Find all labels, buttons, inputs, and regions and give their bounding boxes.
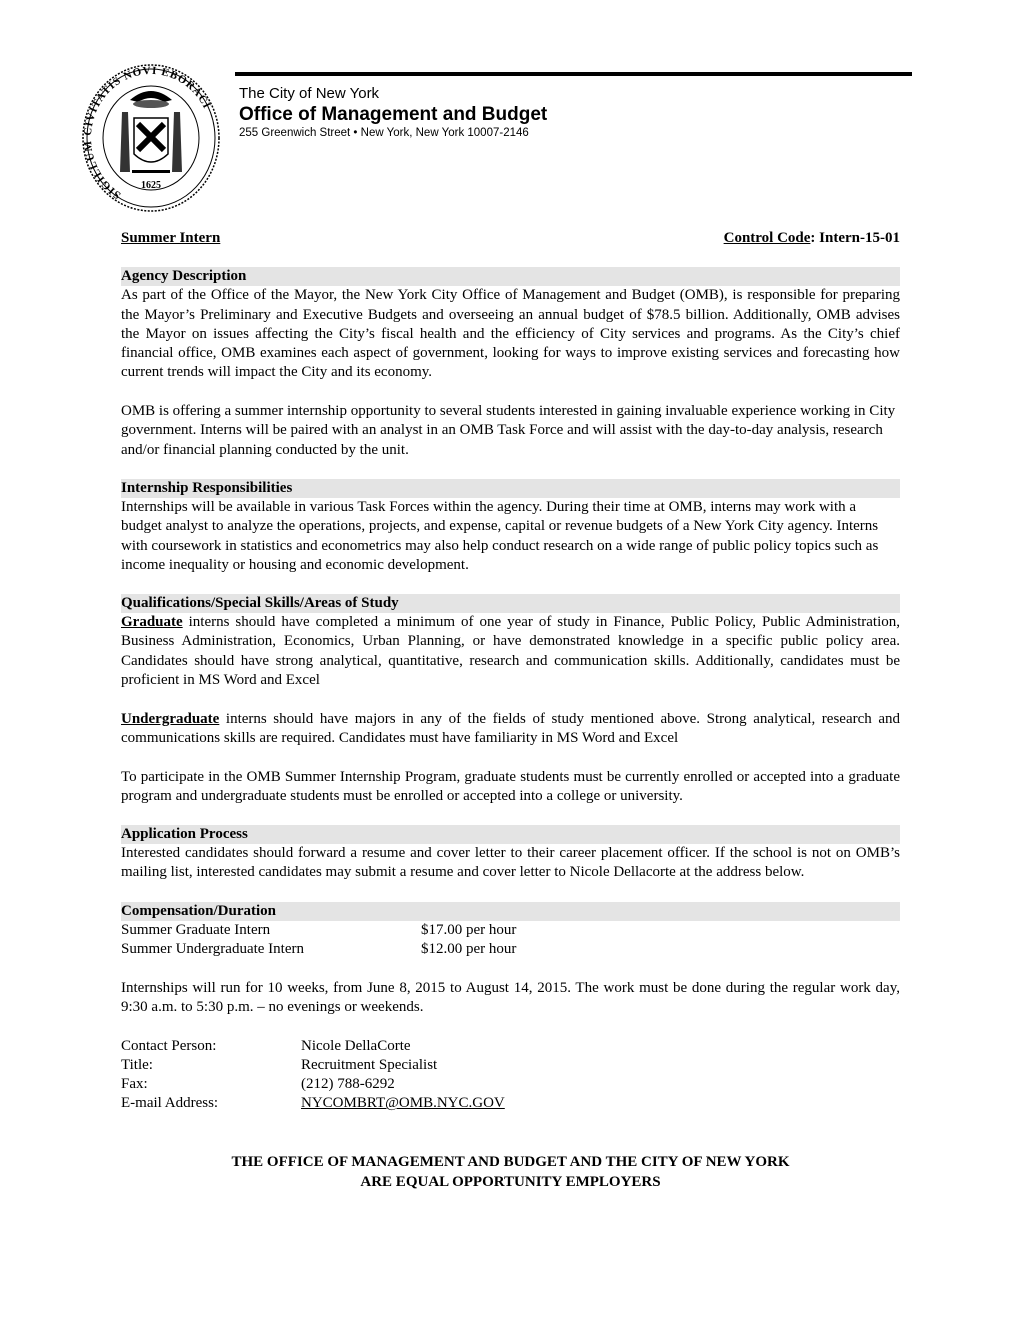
contact-value: (212) 788-6292 [301, 1076, 395, 1093]
letterhead [239, 84, 547, 141]
seal-motto: SIGILLUM CIVITATIS NOVI EBORACI [81, 64, 213, 202]
participation-paragraph: To participate in the OMB Summer Internship Program, graduate students must be currently enrolled or accepted into a graduate program and undergraduate students must be enrolled or accepted into a college or university. [121, 768, 900, 804]
footer-line-1: THE OFFICE OF MANAGEMENT AND BUDGET AND THE CITY OF NEW YORK [231, 1153, 790, 1170]
compensation-value: $17.00 per hour [421, 921, 517, 938]
graduate-text: interns should have completed a minimum of one year of study in Finance, Public Policy, Public Administration, Business Administration, Economics, Urban Planning, or have demonstrated knowledge in a specific public policy area. Candidates should have strong analytical, quantitative, research and communication skills. Additionally, candidates must be proficient in MS Word and Excel [121, 614, 900, 689]
compensation-row [121, 921, 900, 940]
contact-row [121, 1056, 900, 1075]
duration-paragraph: Internships will run for 10 weeks, from June 8, 2015 to August 14, 2015. The work must be done during the regular work day, 9:30 a.m. to 5:30 p.m. – no evenings or weekends. [121, 979, 900, 1015]
eeo-footer [121, 1152, 900, 1192]
footer-line-2: ARE EQUAL OPPORTUNITY EMPLOYERS [360, 1173, 661, 1190]
email-link[interactable]: NYCOMBRT@OMB.NYC.GOV [301, 1095, 505, 1112]
compensation-value: $12.00 per hour [421, 941, 517, 958]
office-name: Office of Management and Budget [239, 104, 548, 125]
application-paragraph: Interested candidates should forward a resume and cover letter to their career placement officer. If the school is not on OMB’s mailing list, interested candidates may submit a resume and cover letter to Nicole Dellacorte at the address below. [121, 845, 900, 881]
header-rule [235, 72, 912, 76]
contact-row [121, 1075, 900, 1094]
city-name: The City of New York [239, 85, 380, 102]
compensation-row [121, 940, 900, 959]
control-code [724, 229, 900, 248]
contact-value: Recruitment Specialist [301, 1056, 438, 1073]
section-heading-compensation: Compensation/Duration [121, 902, 900, 921]
graduate-paragraph [121, 613, 900, 690]
section-heading-responsibilities: Internship Responsibilities [121, 479, 900, 498]
undergraduate-label: Undergraduate [121, 710, 220, 727]
contact-label: Contact Person: [121, 1037, 217, 1054]
undergraduate-paragraph [121, 710, 900, 749]
section-heading-application: Application Process [121, 825, 900, 844]
agency-paragraph-2: OMB is offering a summer internship opportunity to several students interested in gaining invaluable experience working in City government. Interns will be paired with an analyst in an OMB Task Force and will assist with the day-to-day analysis, research and/or financial planning conducted by the unit. [121, 403, 896, 458]
contact-row [121, 1094, 900, 1113]
section-heading-qualifications: Qualifications/Special Skills/Areas of Study [121, 594, 900, 613]
seal-year: 1625 [141, 180, 161, 191]
position-title: Summer Intern [121, 230, 221, 246]
contact-row [121, 1037, 900, 1056]
control-code-label: Control Code [723, 230, 811, 246]
control-code-value: : Intern-15-01 [810, 230, 900, 246]
contact-label: E-mail Address: [121, 1095, 219, 1112]
responsibilities-paragraph: Internships will be available in various Task Forces within the agency. During their time at OMB, interns may work with a budget analyst to analyze the operations, projects, and expense, capital or revenue budgets of a New York City agency. Interns with coursework in statistics and econometrics may also help conduct research on a wide range of public policy topics such as income inequality or housing and economic development. [121, 498, 879, 573]
agency-paragraph-1: As part of the Office of the Mayor, the New York City Office of Management and Budget (OMB), is responsible for preparing the Mayor’s Preliminary and Executive Budgets and overseeing an annual budget of $78.5 billion. Additionally, OMB advises the Mayor on issues affecting the City’s fiscal health and the efficiency of City services and programs. As the City’s chief financial office, OMB examines each aspect of government, looking for ways to improve existing services and forecasting how current trends will impact the City and its economy. [121, 287, 900, 381]
section-heading-agency: Agency Description [121, 267, 900, 286]
contact-label: Fax: [121, 1076, 148, 1093]
city-seal-logo [80, 62, 222, 214]
contact-value: Nicole DellaCorte [301, 1037, 411, 1054]
graduate-label: Graduate [121, 614, 183, 631]
undergraduate-text: interns should have majors in any of the fields of study mentioned above. Strong analytical, research and communications skills are required. Candidates must have familiarity in MS Word and Excel [121, 710, 900, 746]
title-row [121, 229, 900, 248]
compensation-label: Summer Graduate Intern [121, 921, 271, 938]
compensation-label: Summer Undergraduate Intern [121, 941, 304, 958]
contact-label: Title: [121, 1056, 153, 1073]
office-address: 255 Greenwich Street • New York, New York 10007-2146 [239, 127, 529, 139]
document-body [121, 229, 900, 1192]
